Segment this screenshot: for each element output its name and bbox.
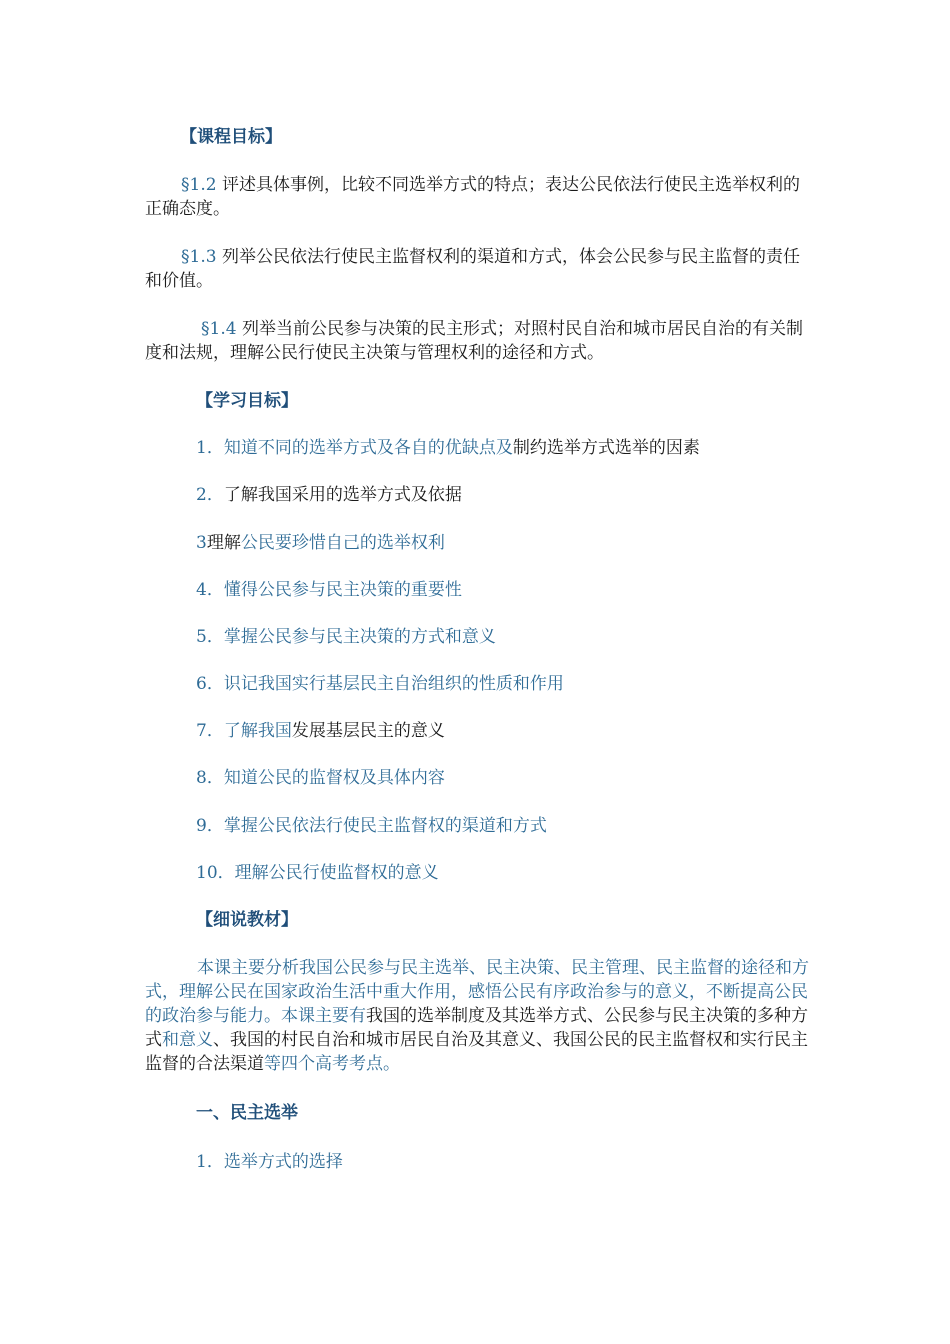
goal-number: §1.3 <box>181 247 217 267</box>
goal-number: §1.4 <box>201 319 237 339</box>
course-goals-heading: 【课程目标】 <box>180 127 282 147</box>
section-heading-democratic-election: 一、民主选举 <box>196 1103 298 1123</box>
goal-text: 评述具体事例，比较不同选举方式的特点；表达公民依法行使民主选举权利的正确态度。 <box>145 175 800 219</box>
learning-goal-5: 5．掌握公民参与民主决策的方式和意义 <box>196 627 496 647</box>
learning-goal-10: 10．理解公民行使监督权的意义 <box>196 863 439 883</box>
learning-goal-3: 3理解公民要珍惜自己的选举权利 <box>196 533 445 553</box>
learning-goal-1: 1．知道不同的选举方式及各自的优缺点及制约选举方式选举的因素 <box>196 438 700 458</box>
learning-goal-8: 8．知道公民的监督权及具体内容 <box>196 768 445 788</box>
learning-goal-7: 7．了解我国发展基层民主的意义 <box>196 721 445 741</box>
course-goal-1-3 <box>145 245 810 293</box>
learning-goal-9: 9．掌握公民依法行使民主监督权的渠道和方式 <box>196 816 547 836</box>
textbook-heading: 【细说教材】 <box>196 910 298 930</box>
learning-goal-2: 2．了解我国采用的选举方式及依据 <box>196 485 462 505</box>
goal-text: 列举当前公民参与决策的民主形式；对照村民自治和城市居民自治的有关制度和法规，理解公民行使民主决策与管理权利的途径和方式。 <box>145 319 803 363</box>
goal-text: 列举公民依法行使民主监督权利的渠道和方式，体会公民参与民主监督的责任和价值。 <box>145 247 800 291</box>
goal-number: §1.2 <box>181 175 217 195</box>
subsection-election-method: 1．选举方式的选择 <box>196 1152 343 1172</box>
course-goal-1-2 <box>145 173 810 221</box>
learning-goals-heading: 【学习目标】 <box>196 391 298 411</box>
learning-goal-6: 6．识记我国实行基层民主自治组织的性质和作用 <box>196 674 564 694</box>
textbook-paragraph: 本课主要分析我国公民参与民主选举、民主决策、民主管理、民主监督的途径和方式，理解公民在国家政治生活中重大作用，感悟公民有序政治参与的意义，不断提高公民的政治参与能力。本课主要有我国的选举制度及其选举方式、公民参与民主决策的多种方式和意义、我国的村民自治和城市居民自治及其意义、我国公民的民主监督权和实行民主监督的合法渠道等四个高考考点。 <box>145 958 809 1074</box>
course-goal-1-4 <box>145 317 810 365</box>
learning-goal-4: 4．懂得公民参与民主决策的重要性 <box>196 580 462 600</box>
